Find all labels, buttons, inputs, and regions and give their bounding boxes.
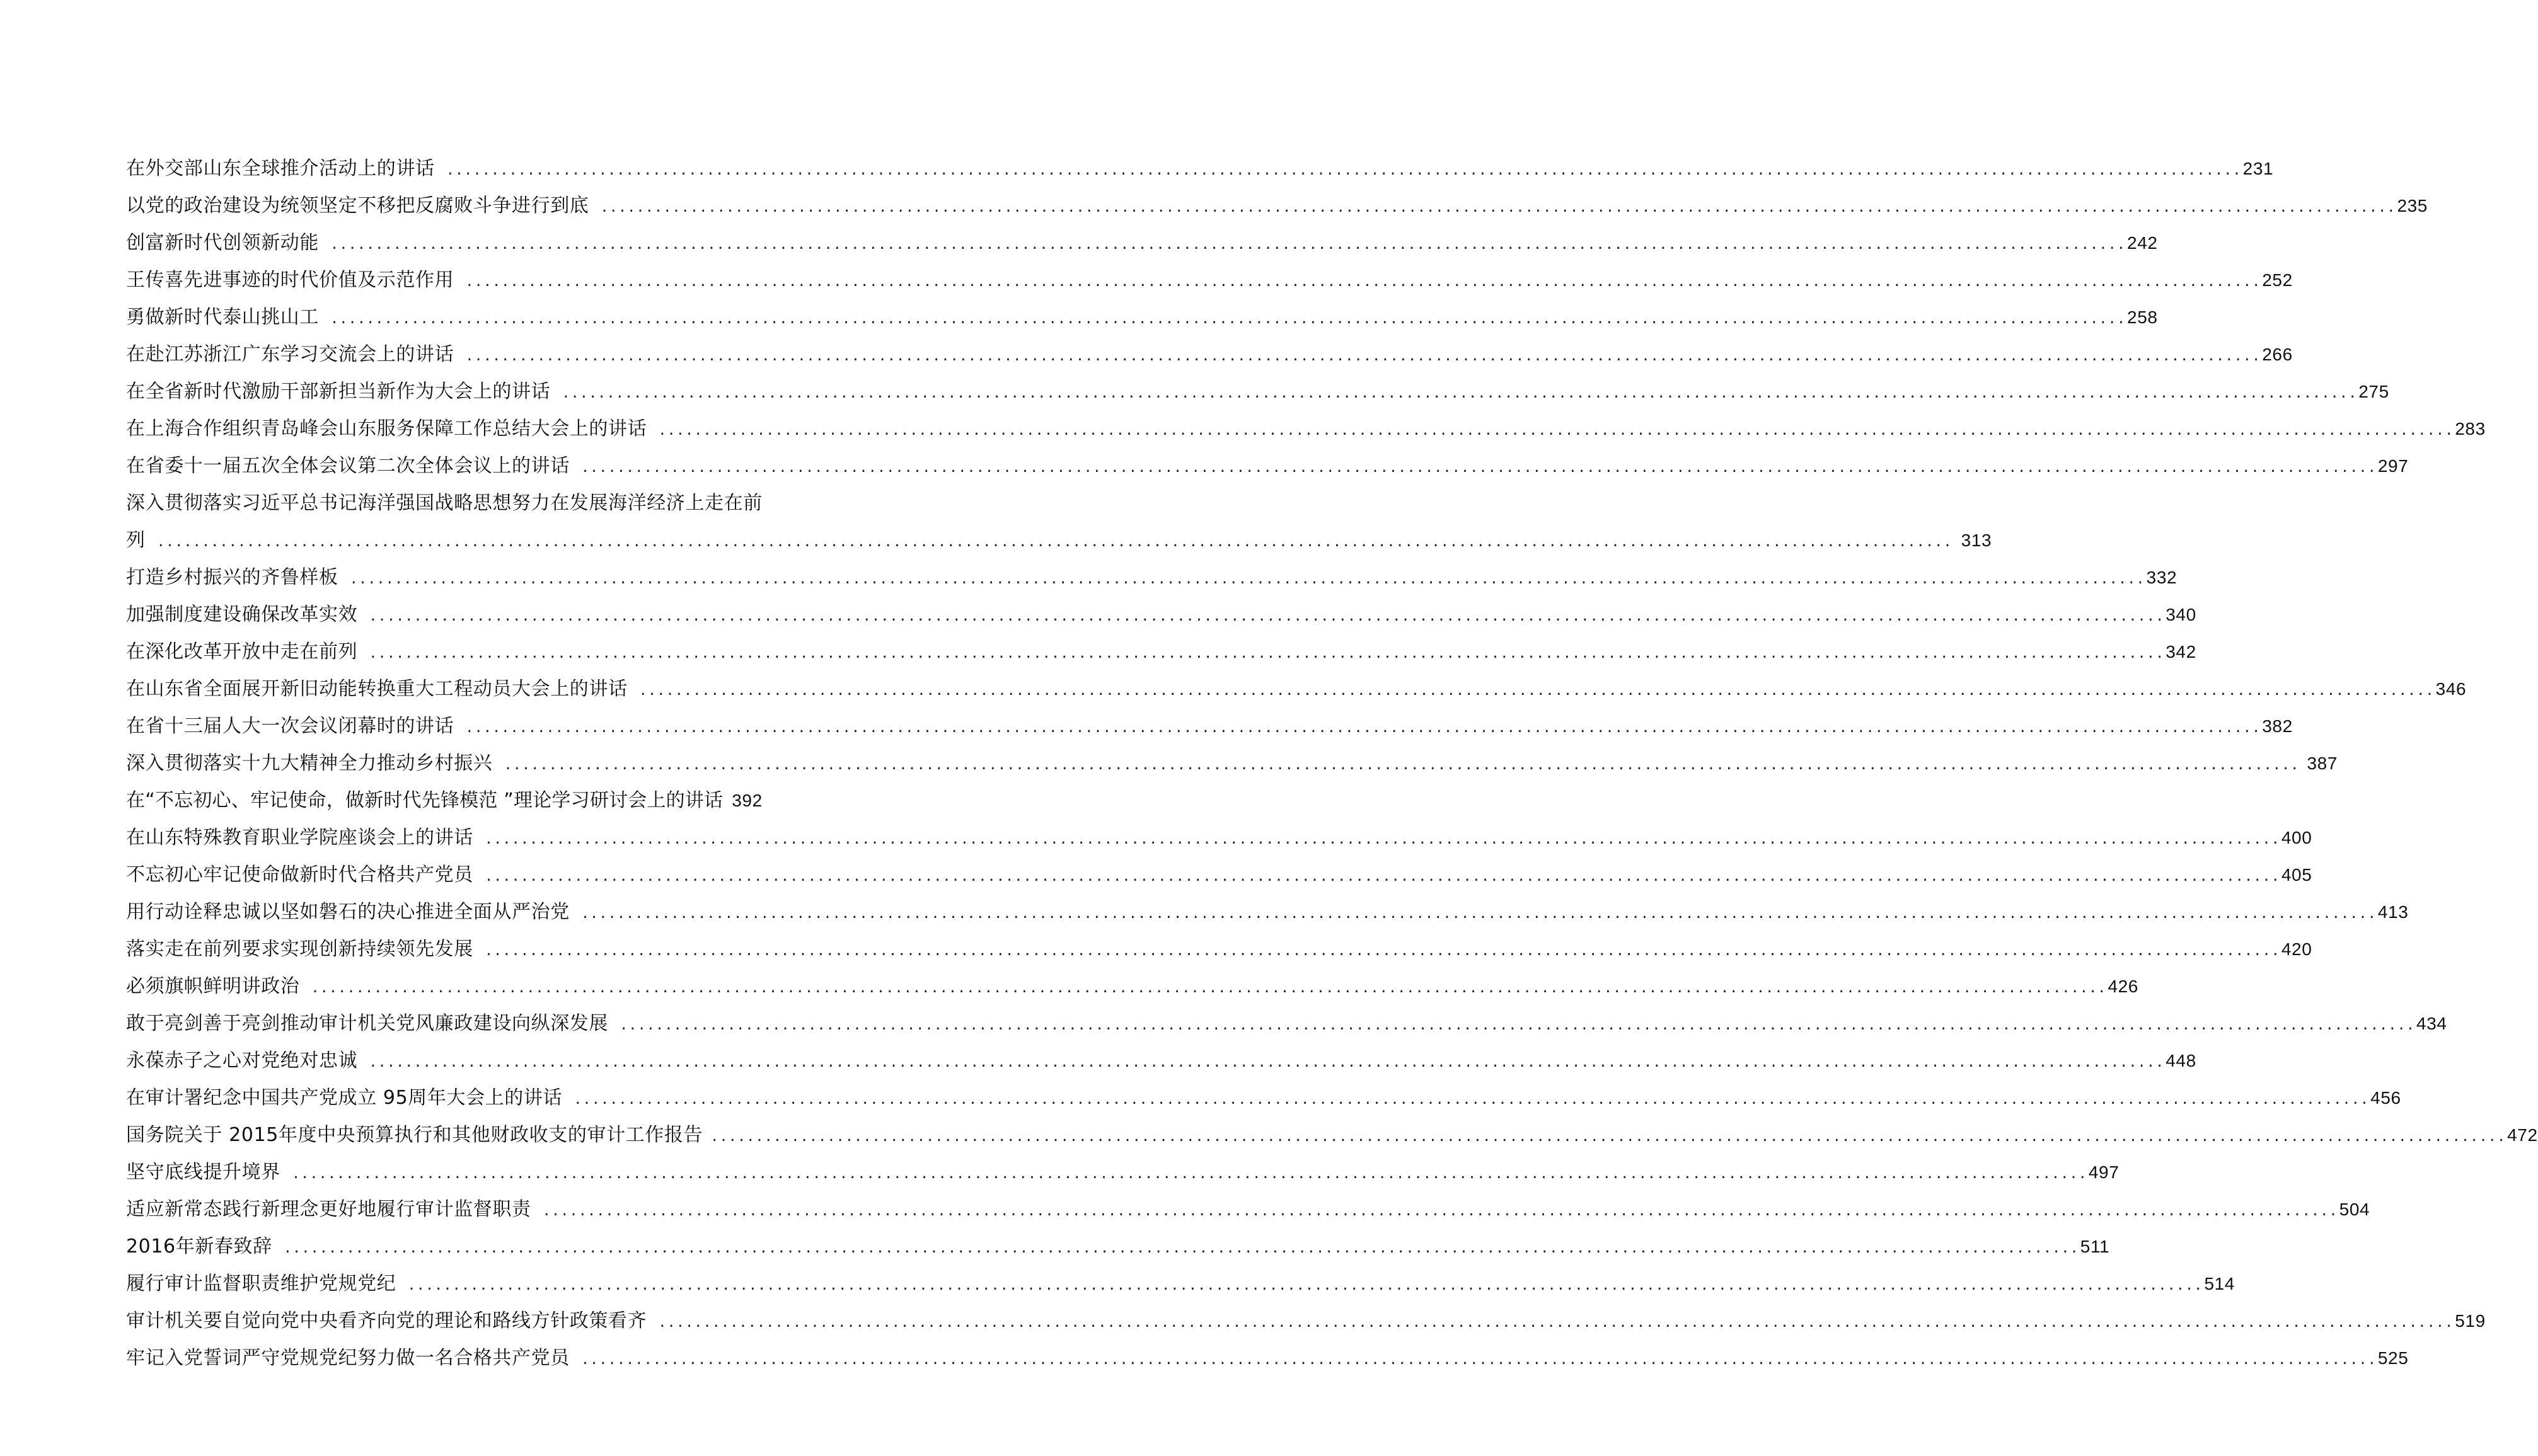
entry-title: 落实走在前列要求实现创新持续领先发展 (126, 938, 473, 960)
entry-title-continued: 列 (126, 529, 146, 551)
entry-page: 340 (2166, 605, 2196, 624)
toc-entry[interactable] (126, 261, 2293, 299)
entry-page: 252 (2262, 270, 2293, 290)
dot-leader: ........................................................................................................................................................................................................ (283, 1241, 2079, 1256)
dot-leader: ........................................................................................................................................................................................................ (562, 386, 2358, 401)
entry-title: 在外交部山东全球推介活动上的讲话 (126, 158, 435, 180)
dot-leader: ........................................................................................................................................................................................................ (465, 348, 2261, 364)
entry-title: 不忘初心牢记使命做新时代合格共产党员 (126, 864, 473, 886)
entry-page: 231 (2242, 159, 2274, 178)
toc-entry-wrapped-line1[interactable] (126, 484, 807, 522)
toc-entry[interactable] (126, 670, 2467, 708)
entry-page: 413 (2377, 902, 2409, 922)
toc-entry[interactable] (126, 931, 2312, 968)
toc-entry[interactable] (126, 968, 2138, 1005)
entry-page: 400 (2281, 828, 2312, 847)
entry-title: 在山东特殊教育职业学院座谈会上的讲话 (126, 827, 473, 849)
table-of-contents (126, 150, 2538, 1377)
entry-page: 387 (2307, 754, 2338, 773)
dot-leader: ........................................................................................................................................................................................................ (484, 869, 2280, 885)
entry-title: 在赴江苏浙江广东学习交流会上的讲话 (126, 343, 454, 365)
dot-leader: ........................................................................................................................................................................................................ (484, 832, 2280, 847)
entry-page: 405 (2281, 865, 2312, 885)
entry-title: 在深化改革开放中走在前列 (126, 641, 358, 663)
toc-entry[interactable] (126, 1228, 2110, 1265)
entry-title: 在省十三届人大一次会议闭幕时的讲话 (126, 715, 454, 737)
entry-page: 346 (2435, 679, 2467, 699)
entry-page: 266 (2262, 345, 2293, 364)
entry-page: 283 (2455, 419, 2486, 439)
toc-entry[interactable] (126, 1042, 2196, 1079)
entry-page: 426 (2108, 977, 2138, 996)
toc-entry[interactable] (126, 745, 2338, 782)
entry-page: 448 (2166, 1051, 2196, 1070)
dot-leader: ........................................................................................................................................................................................................ (330, 311, 2126, 327)
entry-title: 在山东省全面展开新旧动能转换重大工程动员大会上的讲话 (126, 678, 628, 700)
dot-leader: ........................................................................................................................................................................................................ (638, 683, 2435, 699)
toc-entry[interactable] (126, 559, 2177, 596)
entry-page: 332 (2146, 568, 2177, 587)
entry-page: 313 (1961, 530, 1992, 550)
entry-title: 审计机关要自觉向党中央看齐向党的理论和路线方针政策看齐 (126, 1310, 647, 1332)
dot-leader: ........................................................................................................................................................................................................ (330, 237, 2126, 253)
entry-title: 适应新常态践行新理念更好地履行审计监督职责 (126, 1198, 531, 1220)
dot-leader: ........................................................................................................................................................................................................ (504, 757, 2300, 773)
entry-title: 以党的政治建设为统领坚定不移把反腐败斗争进行到底 (126, 195, 589, 217)
toc-entry[interactable] (126, 224, 2158, 261)
toc-entry[interactable] (126, 1005, 2447, 1042)
toc-entry[interactable] (126, 1116, 2538, 1154)
entry-title: 加强制度建设确保改革实效 (126, 604, 358, 626)
entry-page: 342 (2166, 642, 2196, 662)
toc-entry[interactable] (126, 819, 2312, 856)
entry-title: 2016年新春致辞 (126, 1235, 272, 1258)
dot-leader: ........................................................................................................................................................................................................ (620, 1017, 2416, 1033)
entry-title: 在“不忘初心、牢记使命，做新时代先锋模范 ”理论学习研讨会上的讲话 (126, 789, 724, 811)
entry-page: 258 (2127, 307, 2158, 327)
toc-entry[interactable] (126, 410, 2486, 447)
dot-leader: ........................................................................................................................................................................................................ (311, 980, 2107, 996)
entry-page: 511 (2080, 1237, 2110, 1256)
entry-title: 勇做新时代泰山挑山工 (126, 306, 319, 328)
toc-entry[interactable] (126, 447, 2409, 484)
entry-title: 国务院关于 2015年度中央预算执行和其他财政收支的审计工作报告 (126, 1124, 703, 1146)
dot-leader: ........................................................................................................................................................................................................ (369, 1055, 2165, 1070)
toc-entry[interactable] (126, 708, 2293, 745)
toc-entry[interactable] (126, 782, 807, 819)
entry-title: 用行动诠释忠诚以坚如磐石的决心推进全面从严治党 (126, 901, 570, 923)
toc-entry[interactable] (126, 856, 2312, 893)
toc-entry[interactable] (126, 1154, 2120, 1191)
toc-entry[interactable] (126, 187, 2428, 224)
dot-leader: ........................................................................................................................................................................................................ (658, 1315, 2454, 1331)
toc-entry[interactable] (126, 596, 2196, 633)
toc-entry[interactable] (126, 1265, 2235, 1302)
dot-leader: ........................................................................................................................................................................................................ (658, 423, 2454, 439)
entry-title: 履行审计监督职责维护党规党纪 (126, 1273, 396, 1295)
entry-page: 497 (2088, 1162, 2120, 1182)
dot-leader: ........................................................................................................................................................................................................ (291, 1166, 2087, 1182)
entry-page: 420 (2281, 939, 2312, 959)
dot-leader: ........................................................................................................................................................................................................ (446, 163, 2242, 178)
entry-title: 王传喜先进事迹的时代价值及示范作用 (126, 269, 454, 291)
toc-entry[interactable] (126, 1302, 2486, 1339)
dot-leader: ........................................................................................................................................................................................................ (580, 906, 2377, 922)
toc-entry[interactable] (126, 633, 2196, 670)
toc-entry[interactable] (126, 893, 2409, 931)
dot-leader: ........................................................................................................................................................................................................ (710, 1129, 2506, 1145)
toc-entry[interactable] (126, 1191, 2370, 1228)
dot-leader: ........................................................................................................................................................................................................ (484, 943, 2280, 959)
entry-title: 必须旗帜鲜明讲政治 (126, 975, 300, 997)
entry-title: 牢记入党誓词严守党规党纪努力做一名合格共产党员 (126, 1347, 570, 1369)
entry-page: 472 (2507, 1125, 2538, 1145)
toc-entry[interactable] (126, 373, 2389, 410)
toc-entry-wrapped-line2[interactable] (126, 522, 1992, 559)
entry-title: 在全省新时代激励干部新担当新作为大会上的讲话 (126, 381, 551, 403)
dot-leader: ........................................................................................................................................................................................................ (580, 1352, 2377, 1368)
entry-title: 打造乡村振兴的齐鲁样板 (126, 566, 338, 588)
entry-title: 深入贯彻落实习近平总书记海洋强国战略思想努力在发展海洋经济上走在前 (126, 492, 763, 514)
entry-page: 456 (2370, 1088, 2401, 1108)
entry-page: 275 (2358, 382, 2389, 401)
entry-title: 坚守底线提升境界 (126, 1161, 280, 1183)
entry-page: 514 (2204, 1274, 2235, 1293)
entry-page: 525 (2377, 1348, 2409, 1368)
dot-leader: ........................................................................................................................................................................................................ (542, 1203, 2338, 1219)
toc-entry[interactable] (126, 150, 2274, 187)
dot-leader: ........................................................................................................................................................................................................ (574, 1092, 2370, 1108)
dot-leader: ........................................................................................................................................................................................................ (369, 609, 2165, 624)
toc-entry[interactable] (126, 1339, 2409, 1377)
entry-page: 434 (2416, 1014, 2447, 1033)
entry-page: 242 (2127, 233, 2158, 253)
toc-entry[interactable] (126, 299, 2158, 336)
entry-title: 在审计署纪念中国共产党成立 95周年大会上的讲话 (126, 1087, 563, 1109)
toc-entry[interactable] (126, 336, 2293, 373)
entry-page: 519 (2455, 1311, 2486, 1331)
entry-page: 392 (732, 791, 763, 810)
entry-title: 深入贯彻落实十九大精神全力推动乡村振兴 (126, 752, 493, 774)
dot-leader: ........................................................................................................................................................................................................ (407, 1278, 2203, 1293)
dot-leader: ........................................................................................................................................................................................................ (465, 274, 2261, 290)
dot-leader: ........................................................................................................................................................................................................ (369, 646, 2165, 662)
dot-leader: ........................................................................................................................................................................................................ (580, 460, 2377, 476)
entry-title: 在上海合作组织青岛峰会山东服务保障工作总结大会上的讲话 (126, 418, 647, 440)
entry-title: 创富新时代创领新动能 (126, 232, 319, 254)
entry-title: 敢于亮剑善于亮剑推动审计机关党风廉政建设向纵深发展 (126, 1012, 608, 1035)
entry-page: 297 (2377, 456, 2409, 476)
dot-leader: ........................................................................................................................................................................................................ (600, 200, 2396, 215)
entry-title: 在省委十一届五次全体会议第二次全体会议上的讲话 (126, 455, 570, 477)
entry-page: 504 (2339, 1200, 2370, 1219)
dot-leader: ........................................................................................................................................................................................................ (349, 571, 2145, 587)
dot-leader: ........................................................................................................................................................................................................ (465, 720, 2261, 736)
toc-entry[interactable] (126, 1079, 2401, 1116)
entry-page: 235 (2397, 196, 2428, 215)
entry-title: 永葆赤子之心对党绝对忠诚 (126, 1050, 358, 1072)
dot-leader: ........................................................................................................................................................................................................ (156, 534, 1953, 550)
entry-page: 382 (2262, 716, 2293, 736)
